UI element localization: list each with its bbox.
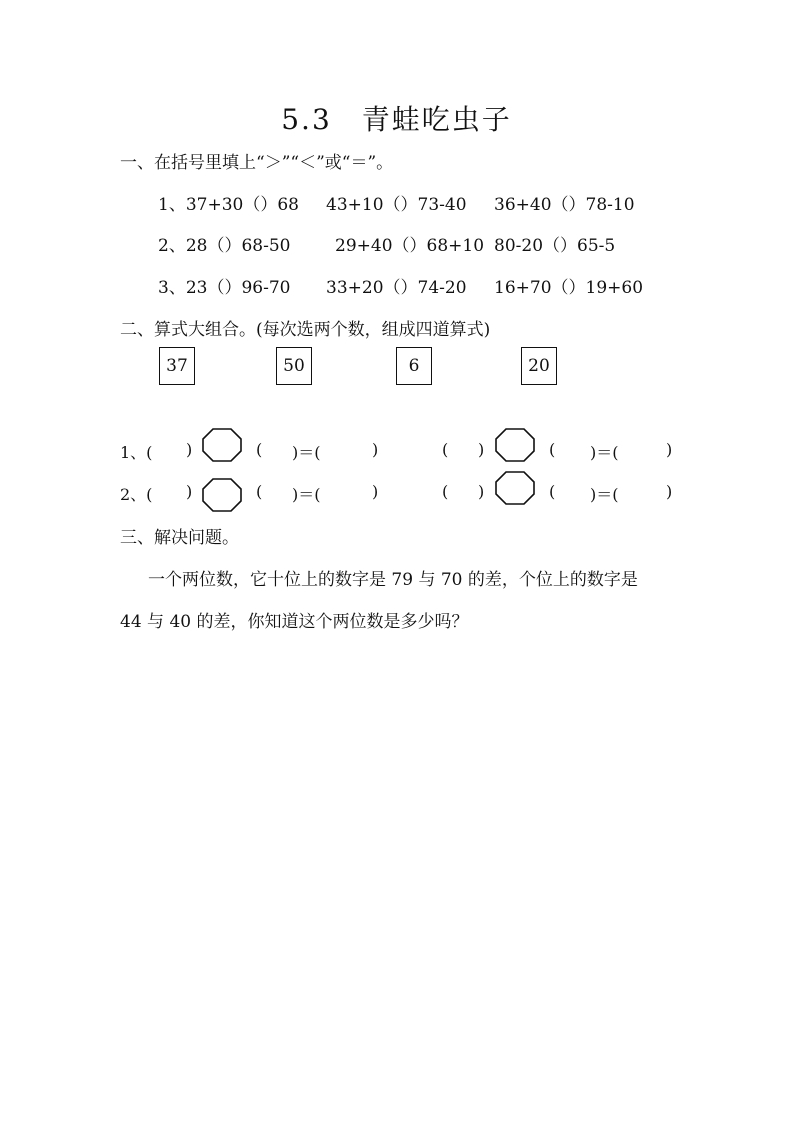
equation-paren: ( — [549, 440, 556, 459]
number-box: 50 — [276, 347, 312, 385]
section-3-heading: 三、解决问题。 — [120, 528, 239, 548]
comparison-item: 80-20（）65-5 — [494, 236, 616, 256]
section-2-heading: 二、算式大组合。(每次选两个数，组成四道算式) — [120, 320, 491, 340]
number-box: 37 — [159, 347, 195, 385]
section-1-heading: 一、在括号里填上“＞”“＜”或“＝”。 — [120, 153, 394, 173]
equation-paren: ) — [478, 482, 485, 501]
equation-paren: ) — [666, 440, 673, 459]
equation-paren: ) — [186, 482, 193, 501]
equation-paren: ( — [442, 482, 449, 501]
problem-text-line-2: 44 与 40 的差，你知道这个两位数是多少吗？ — [120, 612, 469, 632]
page-title: 5.3 青蛙吃虫子 — [281, 103, 512, 136]
problem-text-line-1: 一个两位数，它十位上的数字是 79 与 70 的差，个位上的数字是 — [148, 570, 638, 590]
equation-paren: )＝( — [292, 443, 321, 462]
operator-octagon-icon[interactable] — [495, 471, 535, 505]
equation-paren: ) — [186, 440, 193, 459]
equation-paren: )＝( — [590, 443, 619, 462]
equation-prefix: 2、( — [120, 485, 153, 504]
operator-octagon-icon[interactable] — [202, 478, 242, 512]
equation-paren: )＝( — [590, 485, 619, 504]
equation-paren: ( — [549, 482, 556, 501]
comparison-item: 2、28（）68-50 — [158, 236, 291, 256]
number-box: 20 — [521, 347, 557, 385]
comparison-item: 1、37+30（）68 — [158, 195, 299, 215]
comparison-item: 29+40（）68+10 — [335, 236, 485, 256]
operator-octagon-icon[interactable] — [495, 428, 535, 462]
equation-paren: ( — [256, 440, 263, 459]
equation-paren: ( — [256, 482, 263, 501]
equation-paren: ) — [372, 440, 379, 459]
comparison-item: 43+10（）73-40 — [326, 195, 467, 215]
comparison-item: 33+20（）74-20 — [326, 278, 467, 298]
operator-octagon-icon[interactable] — [202, 428, 242, 462]
equation-paren: )＝( — [292, 485, 321, 504]
number-box: 6 — [396, 347, 432, 385]
comparison-item: 16+70（）19+60 — [494, 278, 644, 298]
equation-paren: ( — [442, 440, 449, 459]
comparison-item: 3、23（）96-70 — [158, 278, 291, 298]
equation-paren: ) — [666, 482, 673, 501]
equation-paren: ) — [372, 482, 379, 501]
comparison-item: 36+40（）78-10 — [494, 195, 635, 215]
equation-prefix: 1、( — [120, 443, 153, 462]
equation-paren: ) — [478, 440, 485, 459]
